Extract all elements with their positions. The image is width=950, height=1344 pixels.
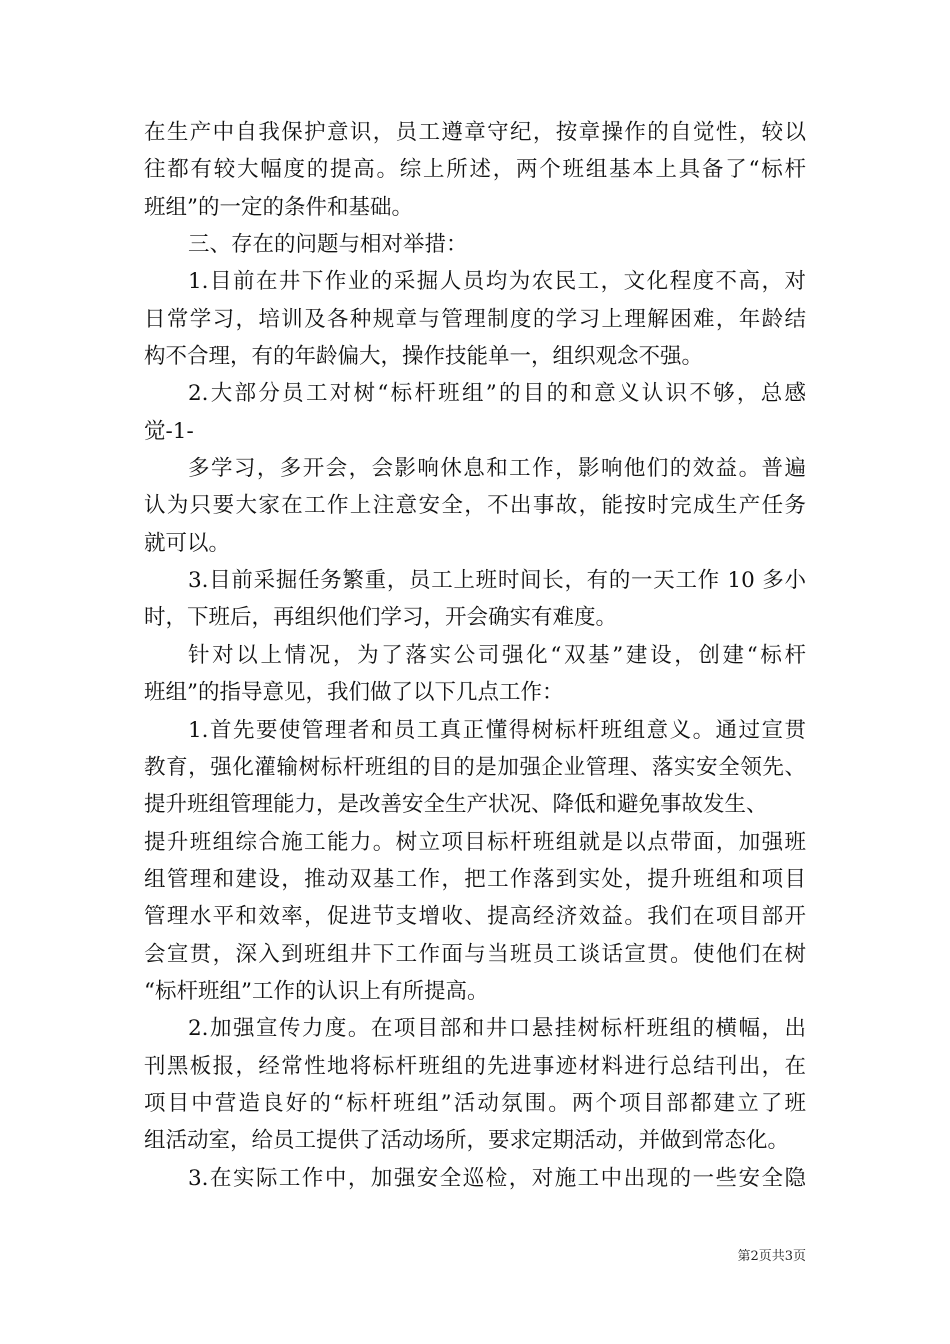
text-line: 组活动室，给员工提供了活动场所，要求定期活动，并做到常态化。 — [144, 1128, 790, 1154]
text-line: 就可以。 — [144, 530, 231, 556]
text-line: 1.首先要使管理者和员工真正懂得树标杆班组意义。通过宣贯 — [188, 717, 806, 743]
text-line: 日常学习，培训及各种规章与管理制度的学习上理解困难，年龄结 — [144, 306, 806, 332]
text-line: 认为只要大家在工作上注意安全，不出事故，能按时完成生产任务 — [144, 493, 806, 519]
text-line: 多学习，多开会，会影响休息和工作，影响他们的效益。普遍 — [188, 456, 806, 482]
text-line: 提升班组管理能力，是改善安全生产状况、降低和避免事故发生、 — [144, 792, 768, 818]
text-line: “标杆班组”工作的认识上有所提高。 — [144, 978, 489, 1004]
text-line: 提升班组综合施工能力。树立项目标杆班组就是以点带面，加强班 — [144, 829, 806, 855]
text-line: 刊黑板报，经常性地将标杆班组的先进事迹材料进行总结刊出，在 — [144, 1053, 806, 1079]
text-line: 项目中营造良好的“标杆班组”活动氛围。两个项目部都建立了班 — [144, 1090, 806, 1116]
text-line: 3.在实际工作中，加强安全巡检，对施工中出现的一些安全隐 — [188, 1165, 806, 1191]
page-footer: 第2页共3页 — [737, 1249, 806, 1264]
text-line: 觉-1- — [144, 418, 194, 444]
text-line: 三、存在的问题与相对举措： — [188, 232, 468, 258]
text-line: 班组”的一定的条件和基础。 — [144, 194, 413, 220]
text-line: 组管理和建设，推动双基工作，把工作落到实处，提升班组和项目 — [144, 866, 806, 892]
text-line: 针对以上情况，为了落实公司强化“双基”建设，创建“标杆 — [188, 642, 806, 668]
text-line: 时，下班后，再组织他们学习，开会确实有难度。 — [144, 605, 618, 631]
text-line: 3.目前采掘任务繁重，员工上班时间长，有的一天工作 10 多小 — [188, 568, 806, 594]
text-line: 管理水平和效率，促进节支增收、提高经济效益。我们在项目部开 — [144, 904, 806, 930]
text-line: 往都有较大幅度的提高。综上所述，两个班组基本上具备了“标杆 — [144, 157, 806, 183]
text-line: 班组”的指导意见，我们做了以下几点工作： — [144, 680, 564, 706]
text-line: 教育，强化灌输树标杆班组的目的是加强企业管理、落实安全领先、 — [144, 754, 806, 780]
text-line: 1.目前在井下作业的采掘人员均为农民工，文化程度不高，对 — [188, 269, 806, 295]
text-line: 会宣贯，深入到班组井下工作面与当班员工谈话宣贯。使他们在树 — [144, 941, 806, 967]
text-line: 2.大部分员工对树“标杆班组”的目的和意义认识不够，总感 — [188, 381, 806, 407]
body-text — [144, 114, 806, 1197]
text-line: 在生产中自我保护意识，员工遵章守纪，按章操作的自觉性，较以 — [144, 120, 806, 145]
text-line: 2.加强宣传力度。在项目部和井口悬挂树标杆班组的横幅，出 — [188, 1016, 806, 1042]
text-line: 构不合理，有的年龄偏大，操作技能单一，组织观念不强。 — [144, 344, 704, 370]
